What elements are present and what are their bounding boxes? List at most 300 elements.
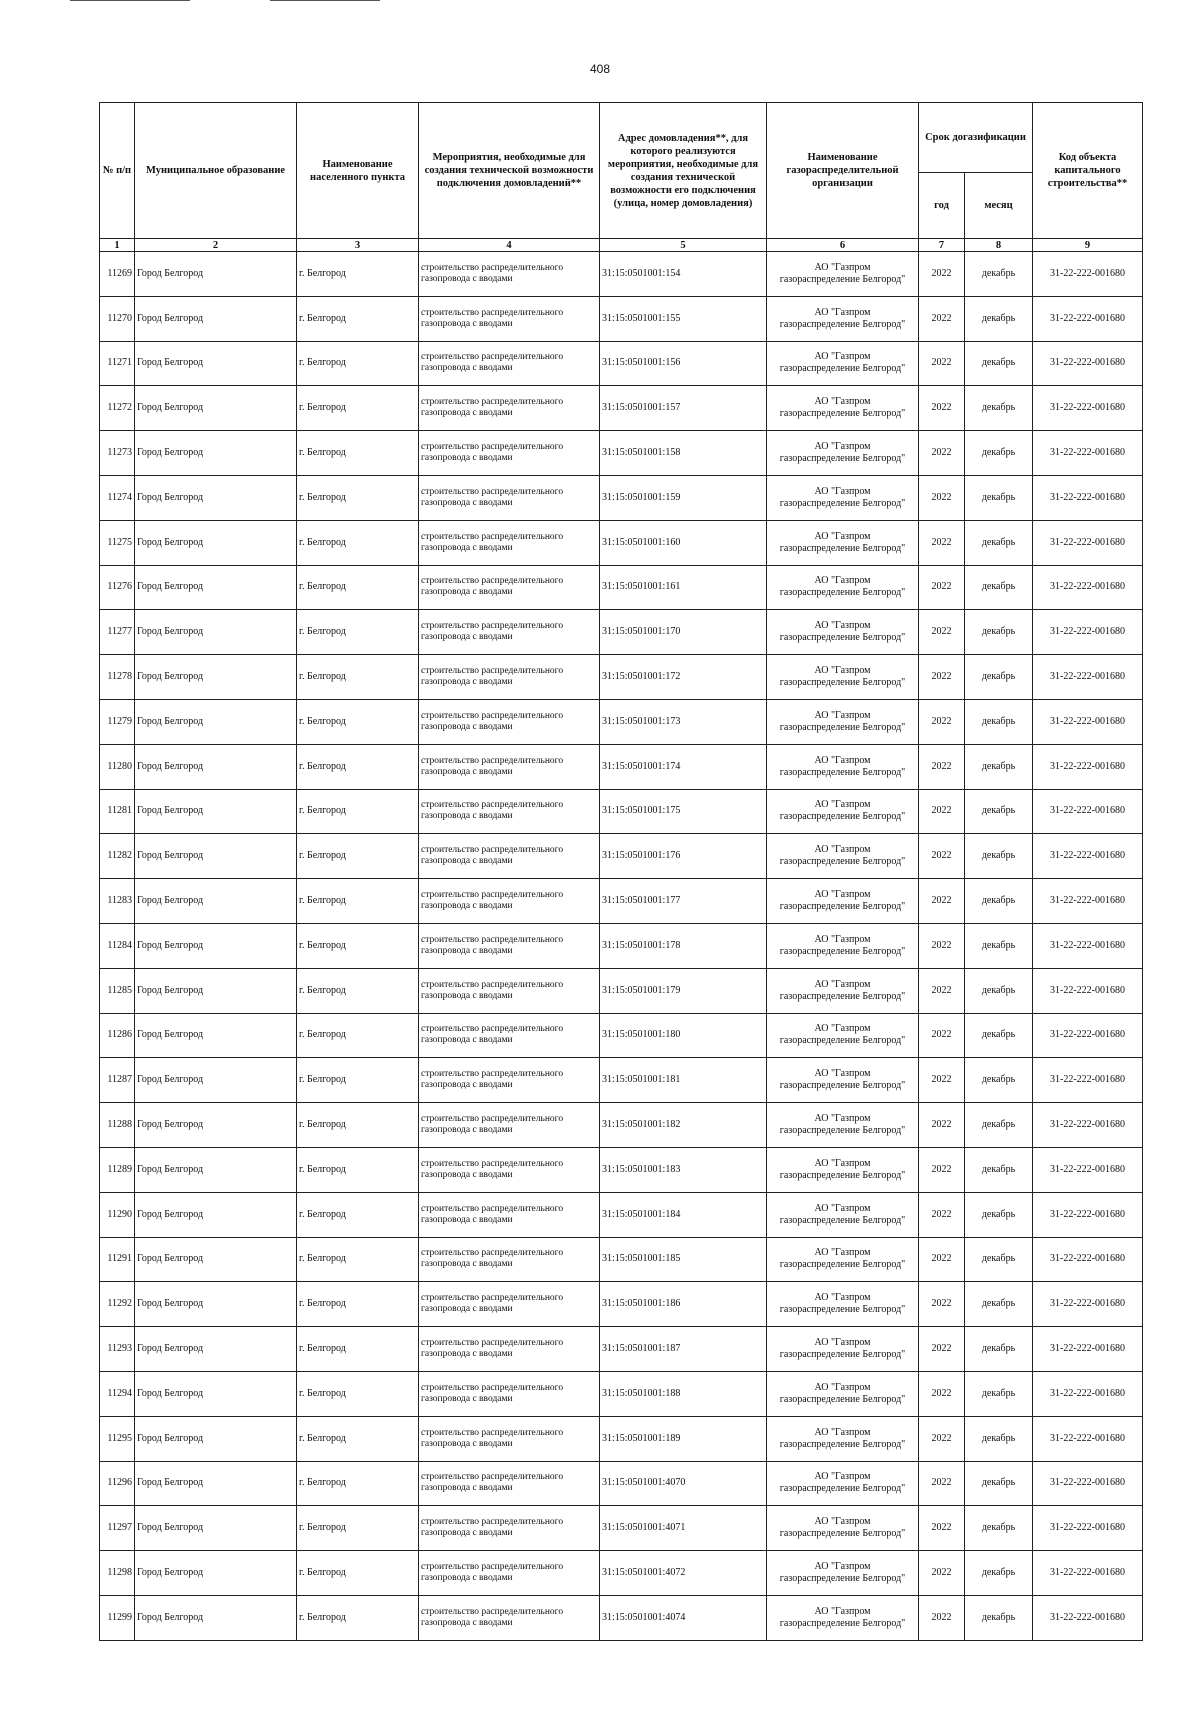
organization-line-2: газораспределение Белгород" <box>779 1214 906 1226</box>
year-cell: 2022 <box>919 341 965 386</box>
row-number: 11280 <box>100 744 135 789</box>
row-number: 11299 <box>100 1595 135 1640</box>
table-row <box>100 1147 1143 1192</box>
activity-cell: строительство распределительного газопровода с вводами <box>419 968 600 1013</box>
month-cell: декабрь <box>965 1147 1033 1192</box>
page-number: 408 <box>589 62 611 76</box>
year-cell: 2022 <box>919 789 965 834</box>
organization-line-1: АО "Газпром <box>814 306 871 318</box>
month-cell: декабрь <box>965 655 1033 700</box>
organization-line-1: АО "Газпром <box>814 889 871 901</box>
activity-cell: строительство распределительного газопровода с вводами <box>419 1237 600 1282</box>
organization-cell <box>767 968 919 1013</box>
code-cell: 31-22-222-001680 <box>1033 610 1143 655</box>
organization-line-1: АО "Газпром <box>814 441 871 453</box>
organization-line-2: газораспределение Белгород" <box>779 945 906 957</box>
municipality-cell: Город Белгород <box>135 1282 297 1327</box>
year-cell: 2022 <box>919 520 965 565</box>
month-cell: декабрь <box>965 1237 1033 1282</box>
scan-line-top-mid <box>270 0 380 1</box>
table-row <box>100 565 1143 610</box>
organization-cell <box>767 1551 919 1596</box>
code-cell: 31-22-222-001680 <box>1033 1013 1143 1058</box>
code-cell: 31-22-222-001680 <box>1033 1416 1143 1461</box>
activity-cell: строительство распределительного газопровода с вводами <box>419 1192 600 1237</box>
row-number: 11297 <box>100 1506 135 1551</box>
row-number: 11269 <box>100 252 135 297</box>
municipality-cell: Город Белгород <box>135 923 297 968</box>
code-cell: 31-22-222-001680 <box>1033 296 1143 341</box>
row-number: 11281 <box>100 789 135 834</box>
row-number: 11273 <box>100 431 135 476</box>
row-number: 11296 <box>100 1461 135 1506</box>
settlement-cell: г. Белгород <box>297 386 419 431</box>
header-settlement: Наименование населенного пункта <box>297 103 419 239</box>
municipality-cell: Город Белгород <box>135 1058 297 1103</box>
year-cell: 2022 <box>919 386 965 431</box>
organization-cell <box>767 1461 919 1506</box>
municipality-cell: Город Белгород <box>135 386 297 431</box>
column-number: 7 <box>919 239 965 252</box>
municipality-cell: Город Белгород <box>135 1551 297 1596</box>
year-cell: 2022 <box>919 744 965 789</box>
municipality-cell: Город Белгород <box>135 744 297 789</box>
code-cell: 31-22-222-001680 <box>1033 655 1143 700</box>
row-number: 11294 <box>100 1371 135 1416</box>
settlement-cell: г. Белгород <box>297 834 419 879</box>
table-row <box>100 1551 1143 1596</box>
organization-cell <box>767 744 919 789</box>
table-row <box>100 699 1143 744</box>
municipality-cell: Город Белгород <box>135 1416 297 1461</box>
table-row <box>100 1506 1143 1551</box>
organization-cell <box>767 296 919 341</box>
row-number: 11271 <box>100 341 135 386</box>
organization-line-2: газораспределение Белгород" <box>779 677 906 689</box>
table-row <box>100 1416 1143 1461</box>
year-cell: 2022 <box>919 1461 965 1506</box>
address-cell: 31:15:0501001:154 <box>600 252 767 297</box>
municipality-cell: Город Белгород <box>135 699 297 744</box>
activity-cell: строительство распределительного газопровода с вводами <box>419 565 600 610</box>
address-cell: 31:15:0501001:155 <box>600 296 767 341</box>
year-cell: 2022 <box>919 475 965 520</box>
organization-line-1: АО "Газпром <box>814 1605 871 1617</box>
organization-cell <box>767 1595 919 1640</box>
activity-cell: строительство распределительного газопровода с вводами <box>419 1327 600 1372</box>
organization-line-2: газораспределение Белгород" <box>779 1483 906 1495</box>
municipality-cell: Город Белгород <box>135 1147 297 1192</box>
organization-line-1: АО "Газпром <box>814 844 871 856</box>
address-cell: 31:15:0501001:188 <box>600 1371 767 1416</box>
activity-cell: строительство распределительного газопровода с вводами <box>419 1506 600 1551</box>
activity-cell: строительство распределительного газопровода с вводами <box>419 879 600 924</box>
organization-cell <box>767 1282 919 1327</box>
municipality-cell: Город Белгород <box>135 1192 297 1237</box>
row-number: 11278 <box>100 655 135 700</box>
settlement-cell: г. Белгород <box>297 744 419 789</box>
organization-line-1: АО "Газпром <box>814 665 871 677</box>
municipality-cell: Город Белгород <box>135 252 297 297</box>
code-cell: 31-22-222-001680 <box>1033 968 1143 1013</box>
organization-line-1: АО "Газпром <box>814 485 871 497</box>
table-row <box>100 744 1143 789</box>
code-cell: 31-22-222-001680 <box>1033 520 1143 565</box>
settlement-cell: г. Белгород <box>297 1147 419 1192</box>
organization-cell <box>767 879 919 924</box>
settlement-cell: г. Белгород <box>297 789 419 834</box>
settlement-cell: г. Белгород <box>297 1013 419 1058</box>
code-cell: 31-22-222-001680 <box>1033 1551 1143 1596</box>
organization-cell <box>767 386 919 431</box>
row-number: 11298 <box>100 1551 135 1596</box>
address-cell: 31:15:0501001:184 <box>600 1192 767 1237</box>
table-row <box>100 968 1143 1013</box>
month-cell: декабрь <box>965 610 1033 655</box>
activity-cell: строительство распределительного газопровода с вводами <box>419 386 600 431</box>
table-row <box>100 655 1143 700</box>
organization-line-2: газораспределение Белгород" <box>779 1528 906 1540</box>
header-address: Адрес домовладения**, для которого реализуются мероприятия, необходимые для создания технической возможности его подключения (улица, номер домовладения) <box>600 103 767 239</box>
organization-line-2: газораспределение Белгород" <box>779 1169 906 1181</box>
organization-line-1: АО "Газпром <box>814 709 871 721</box>
code-cell: 31-22-222-001680 <box>1033 879 1143 924</box>
activity-cell: строительство распределительного газопровода с вводами <box>419 431 600 476</box>
organization-line-1: АО "Газпром <box>814 1426 871 1438</box>
month-cell: декабрь <box>965 296 1033 341</box>
year-cell: 2022 <box>919 1506 965 1551</box>
municipality-cell: Город Белгород <box>135 968 297 1013</box>
organization-cell <box>767 431 919 476</box>
municipality-cell: Город Белгород <box>135 879 297 924</box>
month-cell: декабрь <box>965 1506 1033 1551</box>
organization-line-1: АО "Газпром <box>814 978 871 990</box>
table-body <box>100 252 1143 1641</box>
row-number: 11293 <box>100 1327 135 1372</box>
organization-line-1: АО "Газпром <box>814 396 871 408</box>
code-cell: 31-22-222-001680 <box>1033 1237 1143 1282</box>
row-number: 11290 <box>100 1192 135 1237</box>
row-number: 11288 <box>100 1103 135 1148</box>
year-cell: 2022 <box>919 1237 965 1282</box>
gasification-table <box>99 102 1143 1641</box>
municipality-cell: Город Белгород <box>135 1103 297 1148</box>
organization-line-1: АО "Газпром <box>814 351 871 363</box>
table-row <box>100 296 1143 341</box>
table-row <box>100 834 1143 879</box>
header-month: месяц <box>965 173 1033 239</box>
settlement-cell: г. Белгород <box>297 923 419 968</box>
year-cell: 2022 <box>919 1282 965 1327</box>
month-cell: декабрь <box>965 341 1033 386</box>
organization-line-1: АО "Газпром <box>814 1381 871 1393</box>
address-cell: 31:15:0501001:157 <box>600 386 767 431</box>
organization-line-1: АО "Газпром <box>814 1516 871 1528</box>
code-cell: 31-22-222-001680 <box>1033 475 1143 520</box>
year-cell: 2022 <box>919 610 965 655</box>
year-cell: 2022 <box>919 699 965 744</box>
organization-cell <box>767 1192 919 1237</box>
code-cell: 31-22-222-001680 <box>1033 565 1143 610</box>
settlement-cell: г. Белгород <box>297 1192 419 1237</box>
settlement-cell: г. Белгород <box>297 520 419 565</box>
header-municipality: Муниципальное образование <box>135 103 297 239</box>
address-cell: 31:15:0501001:177 <box>600 879 767 924</box>
organization-line-1: АО "Газпром <box>814 1337 871 1349</box>
settlement-cell: г. Белгород <box>297 610 419 655</box>
code-cell: 31-22-222-001680 <box>1033 1282 1143 1327</box>
row-number: 11292 <box>100 1282 135 1327</box>
settlement-cell: г. Белгород <box>297 1595 419 1640</box>
year-cell: 2022 <box>919 296 965 341</box>
organization-cell <box>767 341 919 386</box>
month-cell: декабрь <box>965 834 1033 879</box>
organization-line-2: газораспределение Белгород" <box>779 363 906 375</box>
organization-cell <box>767 923 919 968</box>
activity-cell: строительство распределительного газопровода с вводами <box>419 1013 600 1058</box>
table-row <box>100 1327 1143 1372</box>
organization-cell <box>767 1103 919 1148</box>
municipality-cell: Город Белгород <box>135 655 297 700</box>
table-row <box>100 879 1143 924</box>
organization-cell <box>767 1058 919 1103</box>
row-number: 11279 <box>100 699 135 744</box>
organization-line-2: газораспределение Белгород" <box>779 901 906 913</box>
address-cell: 31:15:0501001:176 <box>600 834 767 879</box>
address-cell: 31:15:0501001:159 <box>600 475 767 520</box>
organization-cell <box>767 1147 919 1192</box>
year-cell: 2022 <box>919 1416 965 1461</box>
municipality-cell: Город Белгород <box>135 1461 297 1506</box>
organization-cell <box>767 1013 919 1058</box>
month-cell: декабрь <box>965 1371 1033 1416</box>
organization-line-2: газораспределение Белгород" <box>779 318 906 330</box>
code-cell: 31-22-222-001680 <box>1033 1371 1143 1416</box>
settlement-cell: г. Белгород <box>297 1237 419 1282</box>
settlement-cell: г. Белгород <box>297 431 419 476</box>
settlement-cell: г. Белгород <box>297 1058 419 1103</box>
organization-line-2: газораспределение Белгород" <box>779 1259 906 1271</box>
code-cell: 31-22-222-001680 <box>1033 1147 1143 1192</box>
organization-line-1: АО "Газпром <box>814 799 871 811</box>
activity-cell: строительство распределительного газопровода с вводами <box>419 744 600 789</box>
code-cell: 31-22-222-001680 <box>1033 386 1143 431</box>
row-number: 11291 <box>100 1237 135 1282</box>
activity-cell: строительство распределительного газопровода с вводами <box>419 475 600 520</box>
month-cell: декабрь <box>965 1282 1033 1327</box>
address-cell: 31:15:0501001:158 <box>600 431 767 476</box>
organization-line-2: газораспределение Белгород" <box>779 1393 906 1405</box>
settlement-cell: г. Белгород <box>297 1461 419 1506</box>
year-cell: 2022 <box>919 923 965 968</box>
organization-line-2: газораспределение Белгород" <box>779 1080 906 1092</box>
code-cell: 31-22-222-001680 <box>1033 1506 1143 1551</box>
organization-line-2: газораспределение Белгород" <box>779 497 906 509</box>
month-cell: декабрь <box>965 1461 1033 1506</box>
month-cell: декабрь <box>965 1192 1033 1237</box>
address-cell: 31:15:0501001:4074 <box>600 1595 767 1640</box>
month-cell: декабрь <box>965 431 1033 476</box>
table-row <box>100 341 1143 386</box>
table-row <box>100 475 1143 520</box>
column-number: 8 <box>965 239 1033 252</box>
activity-cell: строительство распределительного газопровода с вводами <box>419 1461 600 1506</box>
organization-cell <box>767 699 919 744</box>
settlement-cell: г. Белгород <box>297 879 419 924</box>
organization-line-2: газораспределение Белгород" <box>779 1304 906 1316</box>
municipality-cell: Город Белгород <box>135 1506 297 1551</box>
organization-line-2: газораспределение Белгород" <box>779 453 906 465</box>
municipality-cell: Город Белгород <box>135 296 297 341</box>
organization-line-1: АО "Газпром <box>814 575 871 587</box>
municipality-cell: Город Белгород <box>135 1237 297 1282</box>
address-cell: 31:15:0501001:179 <box>600 968 767 1013</box>
year-cell: 2022 <box>919 1327 965 1372</box>
organization-line-1: АО "Газпром <box>814 1471 871 1483</box>
organization-cell <box>767 610 919 655</box>
table-row <box>100 386 1143 431</box>
year-cell: 2022 <box>919 1371 965 1416</box>
address-cell: 31:15:0501001:4071 <box>600 1506 767 1551</box>
table-row <box>100 789 1143 834</box>
month-cell: декабрь <box>965 475 1033 520</box>
address-cell: 31:15:0501001:182 <box>600 1103 767 1148</box>
code-cell: 31-22-222-001680 <box>1033 1058 1143 1103</box>
row-number: 11283 <box>100 879 135 924</box>
code-cell: 31-22-222-001680 <box>1033 699 1143 744</box>
month-cell: декабрь <box>965 923 1033 968</box>
table-row <box>100 1103 1143 1148</box>
organization-cell <box>767 1327 919 1372</box>
code-cell: 31-22-222-001680 <box>1033 341 1143 386</box>
address-cell: 31:15:0501001:180 <box>600 1013 767 1058</box>
year-cell: 2022 <box>919 1013 965 1058</box>
header-num: № п/п <box>100 103 135 239</box>
settlement-cell: г. Белгород <box>297 341 419 386</box>
table-row <box>100 431 1143 476</box>
organization-line-2: газораспределение Белгород" <box>779 811 906 823</box>
organization-line-1: АО "Газпром <box>814 1202 871 1214</box>
year-cell: 2022 <box>919 968 965 1013</box>
organization-line-2: газораспределение Белгород" <box>779 587 906 599</box>
organization-line-2: газораспределение Белгород" <box>779 1438 906 1450</box>
address-cell: 31:15:0501001:183 <box>600 1147 767 1192</box>
address-cell: 31:15:0501001:178 <box>600 923 767 968</box>
table-row <box>100 923 1143 968</box>
address-cell: 31:15:0501001:156 <box>600 341 767 386</box>
year-cell: 2022 <box>919 1103 965 1148</box>
organization-line-2: газораспределение Белгород" <box>779 1125 906 1137</box>
organization-cell <box>767 252 919 297</box>
municipality-cell: Город Белгород <box>135 431 297 476</box>
organization-line-2: газораспределение Белгород" <box>779 990 906 1002</box>
address-cell: 31:15:0501001:172 <box>600 655 767 700</box>
activity-cell: строительство распределительного газопровода с вводами <box>419 655 600 700</box>
year-cell: 2022 <box>919 655 965 700</box>
column-number: 9 <box>1033 239 1143 252</box>
address-cell: 31:15:0501001:160 <box>600 520 767 565</box>
column-number: 6 <box>767 239 919 252</box>
address-cell: 31:15:0501001:4070 <box>600 1461 767 1506</box>
activity-cell: строительство распределительного газопровода с вводами <box>419 1551 600 1596</box>
settlement-cell: г. Белгород <box>297 1416 419 1461</box>
row-number: 11286 <box>100 1013 135 1058</box>
activity-cell: строительство распределительного газопровода с вводами <box>419 1147 600 1192</box>
activity-cell: строительство распределительного газопровода с вводами <box>419 296 600 341</box>
row-number: 11282 <box>100 834 135 879</box>
municipality-cell: Город Белгород <box>135 341 297 386</box>
activity-cell: строительство распределительного газопровода с вводами <box>419 1058 600 1103</box>
municipality-cell: Город Белгород <box>135 1013 297 1058</box>
month-cell: декабрь <box>965 1416 1033 1461</box>
organization-line-2: газораспределение Белгород" <box>779 721 906 733</box>
month-cell: декабрь <box>965 879 1033 924</box>
code-cell: 31-22-222-001680 <box>1033 1192 1143 1237</box>
organization-line-2: газораспределение Белгород" <box>779 1349 906 1361</box>
table-row <box>100 1282 1143 1327</box>
table-header <box>100 103 1143 252</box>
table-row <box>100 1371 1143 1416</box>
row-number: 11275 <box>100 520 135 565</box>
organization-cell <box>767 655 919 700</box>
header-year: год <box>919 173 965 239</box>
organization-cell <box>767 789 919 834</box>
municipality-cell: Город Белгород <box>135 1327 297 1372</box>
organization-line-2: газораспределение Белгород" <box>779 766 906 778</box>
row-number: 11274 <box>100 475 135 520</box>
organization-line-2: газораспределение Белгород" <box>779 856 906 868</box>
organization-cell <box>767 1416 919 1461</box>
municipality-cell: Город Белгород <box>135 789 297 834</box>
table-row <box>100 1237 1143 1282</box>
month-cell: декабрь <box>965 968 1033 1013</box>
month-cell: декабрь <box>965 520 1033 565</box>
organization-line-2: газораспределение Белгород" <box>779 632 906 644</box>
year-cell: 2022 <box>919 1192 965 1237</box>
month-cell: декабрь <box>965 1013 1033 1058</box>
header-code: Код объекта капитального строительства** <box>1033 103 1143 239</box>
address-cell: 31:15:0501001:174 <box>600 744 767 789</box>
municipality-cell: Город Белгород <box>135 565 297 610</box>
table-row <box>100 1461 1143 1506</box>
activity-cell: строительство распределительного газопровода с вводами <box>419 1416 600 1461</box>
activity-cell: строительство распределительного газопровода с вводами <box>419 1103 600 1148</box>
year-cell: 2022 <box>919 1551 965 1596</box>
column-number: 5 <box>600 239 767 252</box>
code-cell: 31-22-222-001680 <box>1033 789 1143 834</box>
header-organization: Наименование газораспределительной организации <box>767 103 919 239</box>
activity-cell: строительство распределительного газопровода с вводами <box>419 1282 600 1327</box>
activity-cell: строительство распределительного газопровода с вводами <box>419 789 600 834</box>
year-cell: 2022 <box>919 1147 965 1192</box>
code-cell: 31-22-222-001680 <box>1033 1461 1143 1506</box>
table-row <box>100 610 1143 655</box>
organization-line-2: газораспределение Белгород" <box>779 1035 906 1047</box>
activity-cell: строительство распределительного газопровода с вводами <box>419 1595 600 1640</box>
year-cell: 2022 <box>919 431 965 476</box>
activity-cell: строительство распределительного газопровода с вводами <box>419 699 600 744</box>
address-cell: 31:15:0501001:181 <box>600 1058 767 1103</box>
row-number: 11272 <box>100 386 135 431</box>
organization-line-2: газораспределение Белгород" <box>779 542 906 554</box>
address-cell: 31:15:0501001:173 <box>600 699 767 744</box>
organization-cell <box>767 565 919 610</box>
organization-cell <box>767 1237 919 1282</box>
year-cell: 2022 <box>919 1595 965 1640</box>
settlement-cell: г. Белгород <box>297 655 419 700</box>
address-cell: 31:15:0501001:186 <box>600 1282 767 1327</box>
municipality-cell: Город Белгород <box>135 1371 297 1416</box>
